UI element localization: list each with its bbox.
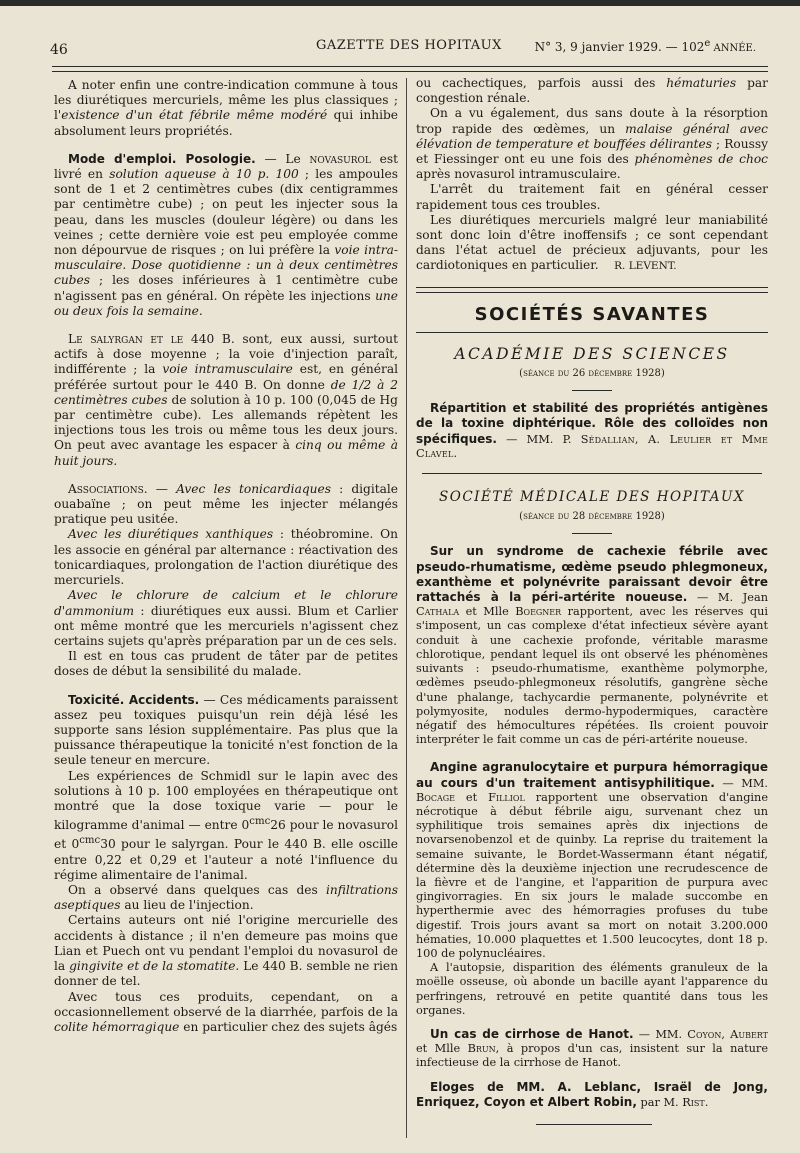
- seance-date: (séance du 26 décembre 1928): [519, 368, 665, 380]
- section-toxicite: Toxicité. Accidents. — Ces médicaments paraissent assez peu toxiques puisqu'un rein déjà lésé les supporte sans lésion supplémentaire. Pas plus que la puissance thérapeutique la tonicité n'est fonction de la seule teneur en mercure.: [54, 692, 398, 768]
- right-column: [416, 76, 768, 1125]
- section-heading: Associations.: [68, 481, 148, 496]
- section-heading: Toxicité. Accidents.: [68, 692, 200, 707]
- communication: Eloges de MM. A. Leblanc, Israël de Jong, Enriquez, Coyon et Albert Robin, par M. Rist.: [416, 1079, 768, 1109]
- paragraph: Certains auteurs ont nié l'origine mercurielle des accidents à distance ; il n'en demeure pas moins que Lian et Puech ont vu pendant l'emploi du novasurol de la gingivite et de la stomatite. Le 440 B. semble ne rien donner de tel.: [54, 913, 398, 989]
- paragraph: ou cachectiques, parfois aussi des hématuries par congestion rénale.: [416, 76, 768, 106]
- end-rule: [536, 1124, 652, 1125]
- communication: Répartition et stabilité des propriétés antigènes de la toxine diphtérique. Rôle des colloïdes non spécifiques. — MM. P. Sédallian, A. Leulier et Mme Clavel.: [416, 401, 768, 460]
- communication: Angine agranulocytaire et purpura hémorragique au cours d'un traitement antisyphilitique. — MM. Bocage et Filliol rapportent une observation d'angine nécrotique à début fébrile aigu, survenant chez un syphilitique trois semaines après dix injections de novarsenobenzol et de quinby. La reprise du traitement la semaine suivante, le Bordet-Wassermann étant négatif, détermine dès la deuxième injection une recrudescence de la fièvre et de l'angine, et l'apparition de purpura avec gingivorragies. En six jours le malade succombe en hyperthermie avec des hémorragies profuses du tube digestif. Trois jours avant sa mort on notait 3.200.000 hématies, 10.000 plaquettes et 1.500 leucocytes, dont 18 p. 100 de polynucléaires.: [416, 760, 768, 960]
- left-column: [54, 78, 398, 1035]
- section-rule: [416, 332, 768, 333]
- issue-info: N° 3, 9 janvier 1929. — 102e ANNÉE.: [534, 38, 756, 54]
- societe-medicale-title: SOCIÉTÉ MÉDICALE DES HOPITAUX: [439, 489, 745, 506]
- section-mode-emploi: Mode d'emploi. Posologie. — Le novasurol est livré en solution aqueuse à 10 p. 100 ; les ampoules sont de 1 et 2 centimètres cubes (dix centigrammes par centimètre cube) ; on peut les injecter sous la peau, dans les muscles (douleur légère) ou dans les veines ; cette dernière voie est peu employée comme non dépourvue de risques ; on lui préfère la voie intra-musculaire. Dose quotidienne : un à deux centimètres cubes ; les doses inférieures à 1 centimètre cube n'agissent pas en général. On répète les injections une ou deux fois la semaine.: [54, 151, 398, 318]
- journal-title: GAZETTE DES HOPITAUX: [316, 38, 502, 53]
- academie-title: ACADÉMIE DES SCIENCES: [454, 344, 730, 363]
- seance-date: (séance du 28 décembre 1928): [519, 511, 665, 523]
- paragraph: L'arrêt du traitement fait en général cesser rapidement tous ces troubles.: [416, 182, 768, 212]
- divider: [572, 533, 612, 534]
- page-header: [50, 36, 770, 62]
- paragraph: A noter enfin une contre-indication commune à tous les diurétiques mercuriels, même les plus classiques ; l'existence d'un état fébrile même modéré qui inhibe absolument leurs propriétés.: [54, 78, 398, 138]
- top-border: [0, 0, 800, 6]
- section-rule: [416, 287, 768, 293]
- header-rule: [52, 66, 768, 72]
- section-rule: [422, 473, 762, 474]
- paragraph: Avec les diurétiques xanthiques : théobromine. On les associe en général par alternance : réactivation des tonicardiaques, prolongation de l'action diurétique des mercuriels.: [54, 527, 398, 588]
- author-signature: R. LEVENT.: [614, 260, 677, 273]
- paragraph: Les expériences de Schmidl sur le lapin avec des solutions à 10 p. 100 employées en thérapeutique ont montré que la dose toxique varie — pour le kilogramme d'animal — entre $0^{cmc}26$ pour le novasurol et $0^{cmc}30$ pour le salyrgan. Pour le 440 B. elle oscille entre 0,22 et 0,29 et l'auteur a noté l'influence du régime alimentaire de l'animal.: [54, 768, 398, 882]
- paragraph-salyrgan: Le salyrgan et le 440 B. sont, eux aussi, surtout actifs à dose moyenne ; la voie d'injection paraît, indifférente ; la voie intramusculaire est, en général préférée surtout pour le 440 B. On donne de 1/2 à 2 centimètres cubes de solution à 10 p. 100 (0,045 de Hg par centimètre cube). Les allemands répètent les injections tous les trois ou même tous les deux jours. On peut avec avantage les espacer à cinq ou même à huit jours.: [54, 332, 398, 468]
- divider: [572, 390, 612, 391]
- page-number: 46: [50, 42, 68, 58]
- paragraph: On a vu également, dus sans doute à la résorption trop rapide des œdèmes, un malaise général avec élévation de temperature et bouffées délirantes ; Roussy et Fiessinger ont eu une fois des phénomènes de choc après novasurol intramusculaire.: [416, 106, 769, 182]
- societes-savantes-title: SOCIÉTÉS SAVANTES: [474, 303, 710, 325]
- paragraph: On a observé dans quelques cas des infiltrations aseptiques au lieu de l'injection.: [54, 883, 398, 913]
- communication: Un cas de cirrhose de Hanot. — MM. Coyon, Aubert et Mlle Brun, à propos d'un cas, insistent sur la nature infectieuse de la cirrhose de Hanot.: [416, 1026, 769, 1070]
- paragraph: A l'autopsie, disparition des éléments granuleux de la moëlle osseuse, où abonde un bacille ayant l'apparence du perfringens, retrouvé en petite quantité dans tous les organes.: [416, 961, 768, 1017]
- section-associations: Associations. — Avec les tonicardiaques : digitale ouabaïne ; on peut même les injecter mélangés pratique peu usitée.: [54, 481, 398, 527]
- column-rule: [406, 78, 407, 1138]
- communication: Sur un syndrome de cachexie fébrile avec pseudo-rhumatisme, œdème pseudo phlegmoneux, exanthème et polynévrite paraissant devoir être rattachés à la péri-artérite noueuse. — M. Jean Cathala et Mlle Boegner rapportent, avec les réserves qui s'imposent, un cas complexe d'état infectieux sévère ayant conduit à une cachexie profonde, véritable marasme chlorotique, pendant lequel ils ont observé les phénomènes suivants : pseudo-rhumatisme, exanthème polymorphe, œdèmes pseudo-phlegmoneux résolutifs, gangrène sèche d'une phalange, tachycardie permanente, polynévrite et polymyosite, nodules dermo-hypodermiques, caractère négatif des hémocultures répétées. Ils croient pouvoir interpréter le fait comme un cas de péri-artérite noueuse.: [416, 544, 768, 747]
- paragraph: Avec tous ces produits, cependant, on a occasionnellement observé de la diarrhée, parfois de la colite hémorragique en particulier chez des sujets âgés: [54, 989, 398, 1034]
- section-heading: Mode d'emploi. Posologie.: [68, 151, 256, 166]
- paragraph: Les diurétiques mercuriels malgré leur maniabilité sont donc loin d'être inoffensifs ; ce sont cependant dans l'état actuel de précieux adjuvants, pour les cardiotoniques en particulier. R. LEVENT.: [416, 212, 768, 273]
- paragraph: Il est en tous cas prudent de tâter par de petites doses de début la sensibilité du malade.: [54, 649, 398, 679]
- paragraph: Avec le chlorure de calcium et le chlorure d'ammonium : diurétiques eux aussi. Blum et Carlier ont même montré que les mercuriels n'agissent chez certains sujets qu'après préparation par un de ces sels.: [54, 588, 398, 648]
